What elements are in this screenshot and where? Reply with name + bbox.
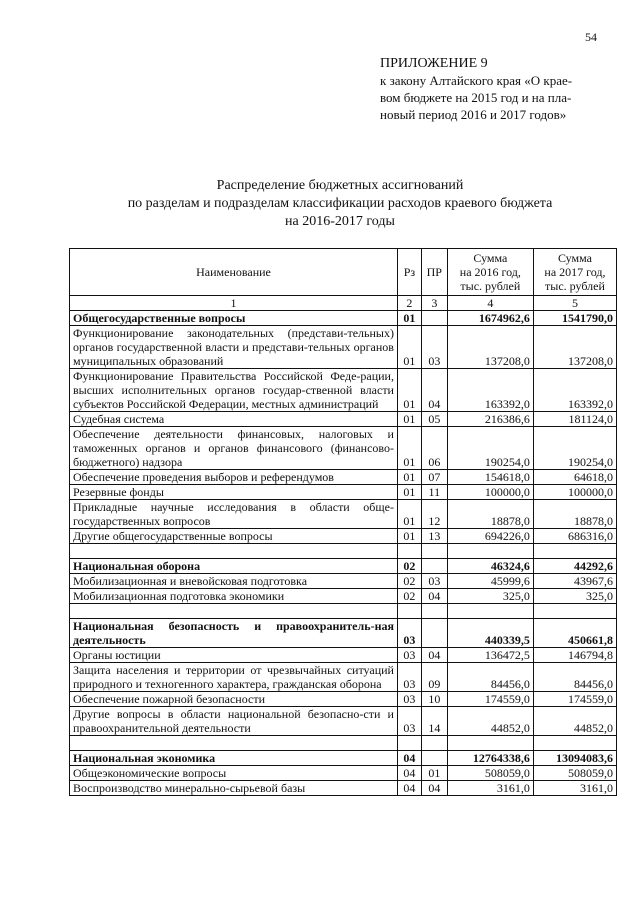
table-row [70, 781, 617, 796]
column-number: 1 [70, 296, 398, 311]
name-cell: Органы юстиции [70, 648, 398, 663]
rz-cell: 04 [397, 766, 421, 781]
appendix-line: вом бюджете на 2015 год и на пла- [380, 90, 572, 105]
name-cell: Функционирование законодательных (представи-тельных) органов государственной власти и представи-тельных органов муниципальных образований [70, 326, 398, 369]
rz-cell: 02 [397, 559, 421, 574]
pr-cell [421, 619, 447, 648]
rz-cell: 03 [397, 648, 421, 663]
empty-cell [447, 604, 533, 619]
table-row [70, 529, 617, 544]
rz-cell: 04 [397, 751, 421, 766]
header-sum-2016 [447, 249, 533, 296]
title-line: по разделам и подразделам классификации расходов краевого бюджета [127, 196, 553, 211]
section-row [70, 619, 617, 648]
name-cell: Функционирование Правительства Российской Феде-рации, высших исполнительных органов государ-ственной власти субъектов Российской Федерации, местных администраций [70, 369, 398, 412]
name-cell: Прикладные научные исследования в области обще-государственных вопросов [70, 500, 398, 529]
table-row [70, 485, 617, 500]
empty-cell [70, 544, 398, 559]
empty-cell [447, 736, 533, 751]
pr-cell: 11 [421, 485, 447, 500]
pr-cell: 03 [421, 326, 447, 369]
header-sum-2017-line: на 2017 год, [544, 265, 606, 279]
sum-2016-cell: 325,0 [447, 589, 533, 604]
sum-2017-cell: 450661,8 [533, 619, 616, 648]
name-cell: Воспроизводство минерально-сырьевой базы [70, 781, 398, 796]
rz-cell: 01 [397, 326, 421, 369]
table-row [70, 427, 617, 470]
pr-cell: 04 [421, 369, 447, 412]
empty-cell [533, 604, 616, 619]
sum-2017-cell: 181124,0 [533, 412, 616, 427]
pr-cell: 09 [421, 663, 447, 692]
sum-2017-cell: 100000,0 [533, 485, 616, 500]
rz-cell: 01 [397, 412, 421, 427]
sum-2016-cell: 694226,0 [447, 529, 533, 544]
sum-2016-cell: 12764338,6 [447, 751, 533, 766]
sum-2017-cell: 325,0 [533, 589, 616, 604]
column-number: 3 [421, 296, 447, 311]
sum-2017-cell: 190254,0 [533, 427, 616, 470]
empty-cell [421, 604, 447, 619]
rz-cell: 03 [397, 619, 421, 648]
pr-cell: 03 [421, 574, 447, 589]
table-spacer-row [70, 544, 617, 559]
section-row [70, 559, 617, 574]
table-row [70, 692, 617, 707]
name-cell: Мобилизационная и вневойсковая подготовка [70, 574, 398, 589]
header-sum-2017-line: Сумма [557, 251, 592, 265]
sum-2017-cell: 64618,0 [533, 470, 616, 485]
sum-2017-cell: 3161,0 [533, 781, 616, 796]
table-spacer-row [70, 604, 617, 619]
name-cell: Другие вопросы в области национальной безопасно-сти и правоохранительной деятельности [70, 707, 398, 736]
table-row [70, 412, 617, 427]
sum-2017-cell: 44852,0 [533, 707, 616, 736]
empty-cell [70, 736, 398, 751]
empty-cell [397, 604, 421, 619]
pr-cell: 04 [421, 589, 447, 604]
sum-2016-cell: 216386,6 [447, 412, 533, 427]
table-row [70, 326, 617, 369]
header-name: Наименование [70, 249, 398, 296]
empty-cell [447, 544, 533, 559]
rz-cell: 03 [397, 707, 421, 736]
sum-2016-cell: 46324,6 [447, 559, 533, 574]
sum-2016-cell: 44852,0 [447, 707, 533, 736]
pr-cell [421, 559, 447, 574]
sum-2017-cell: 84456,0 [533, 663, 616, 692]
rz-cell: 01 [397, 369, 421, 412]
rz-cell: 02 [397, 589, 421, 604]
sum-2016-cell: 136472,5 [447, 648, 533, 663]
pr-cell: 01 [421, 766, 447, 781]
empty-cell [70, 604, 398, 619]
table-row [70, 648, 617, 663]
table-body [70, 311, 617, 796]
name-cell: Обеспечение проведения выборов и референдумов [70, 470, 398, 485]
table-row [70, 766, 617, 781]
empty-cell [421, 736, 447, 751]
appendix-heading: ПРИЛОЖЕНИЕ 9 [380, 56, 488, 71]
sum-2016-cell: 18878,0 [447, 500, 533, 529]
table-row [70, 470, 617, 485]
rz-cell: 01 [397, 485, 421, 500]
table-row [70, 369, 617, 412]
name-cell: Мобилизационная подготовка экономики [70, 589, 398, 604]
pr-cell: 12 [421, 500, 447, 529]
pr-cell: 05 [421, 412, 447, 427]
table-header-row [70, 249, 617, 296]
name-cell: Обеспечение деятельности финансовых, налоговых и таможенных органов и органов финансового (финансово-бюджетного) надзора [70, 427, 398, 470]
sum-2017-cell: 13094083,6 [533, 751, 616, 766]
rz-cell: 01 [397, 529, 421, 544]
table-row [70, 500, 617, 529]
title-line: на 2016-2017 годы [285, 214, 395, 229]
name-cell: Общеэкономические вопросы [70, 766, 398, 781]
rz-cell: 01 [397, 500, 421, 529]
pr-cell: 13 [421, 529, 447, 544]
header-sum-2016-line: на 2016 год, [459, 265, 521, 279]
pr-cell [421, 311, 447, 326]
sum-2017-cell: 137208,0 [533, 326, 616, 369]
empty-cell [533, 544, 616, 559]
sum-2017-cell: 43967,6 [533, 574, 616, 589]
rz-cell: 04 [397, 781, 421, 796]
name-cell: Общегосударственные вопросы [70, 311, 398, 326]
pr-cell: 04 [421, 648, 447, 663]
header-rz: Рз [397, 249, 421, 296]
sum-2016-cell: 163392,0 [447, 369, 533, 412]
sum-2016-cell: 100000,0 [447, 485, 533, 500]
sum-2017-cell: 44292,6 [533, 559, 616, 574]
name-cell: Национальная оборона [70, 559, 398, 574]
section-row [70, 311, 617, 326]
sum-2016-cell: 84456,0 [447, 663, 533, 692]
title-line: Распределение бюджетных ассигнований [216, 178, 464, 193]
sum-2017-cell: 174559,0 [533, 692, 616, 707]
pr-cell [421, 751, 447, 766]
name-cell: Резервные фонды [70, 485, 398, 500]
column-number-row [70, 296, 617, 311]
sum-2016-cell: 1674962,6 [447, 311, 533, 326]
sum-2017-cell: 1541790,0 [533, 311, 616, 326]
sum-2016-cell: 45999,6 [447, 574, 533, 589]
rz-cell: 03 [397, 663, 421, 692]
table-row [70, 663, 617, 692]
name-cell: Судебная система [70, 412, 398, 427]
pr-cell: 04 [421, 781, 447, 796]
section-row [70, 751, 617, 766]
budget-table [69, 248, 617, 796]
sum-2016-cell: 440339,5 [447, 619, 533, 648]
empty-cell [533, 736, 616, 751]
appendix-line: к закону Алтайского края «О крае- [380, 73, 573, 88]
page-number: 54 [585, 30, 597, 44]
sum-2016-cell: 3161,0 [447, 781, 533, 796]
name-cell: Другие общегосударственные вопросы [70, 529, 398, 544]
name-cell: Национальная экономика [70, 751, 398, 766]
pr-cell: 07 [421, 470, 447, 485]
column-number: 4 [447, 296, 533, 311]
empty-cell [397, 736, 421, 751]
table-row [70, 589, 617, 604]
sum-2017-cell: 163392,0 [533, 369, 616, 412]
name-cell: Защита населения и территории от чрезвычайных ситуаций природного и техногенного характера, гражданская оборона [70, 663, 398, 692]
sum-2017-cell: 146794,8 [533, 648, 616, 663]
sum-2017-cell: 18878,0 [533, 500, 616, 529]
header-sum-2016-line: тыс. рублей [460, 279, 521, 293]
rz-cell: 01 [397, 427, 421, 470]
sum-2016-cell: 508059,0 [447, 766, 533, 781]
header-sum-2017 [533, 249, 616, 296]
header-pr: ПР [421, 249, 447, 296]
column-number: 5 [533, 296, 616, 311]
document-title [60, 177, 620, 231]
sum-2016-cell: 137208,0 [447, 326, 533, 369]
header-sum-2016-line: Сумма [473, 251, 508, 265]
name-cell: Национальная безопасность и правоохранитель-ная деятельность [70, 619, 398, 648]
table-row [70, 574, 617, 589]
sum-2016-cell: 190254,0 [447, 427, 533, 470]
sum-2017-cell: 508059,0 [533, 766, 616, 781]
pr-cell: 10 [421, 692, 447, 707]
rz-cell: 03 [397, 692, 421, 707]
empty-cell [421, 544, 447, 559]
appendix-block [380, 55, 620, 123]
empty-cell [397, 544, 421, 559]
header-sum-2017-line: тыс. рублей [545, 279, 605, 293]
pr-cell: 14 [421, 707, 447, 736]
sum-2016-cell: 174559,0 [447, 692, 533, 707]
rz-cell: 02 [397, 574, 421, 589]
sum-2017-cell: 686316,0 [533, 529, 616, 544]
column-number: 2 [397, 296, 421, 311]
sum-2016-cell: 154618,0 [447, 470, 533, 485]
appendix-line: новый период 2016 и 2017 годов» [380, 107, 567, 122]
rz-cell: 01 [397, 311, 421, 326]
rz-cell: 01 [397, 470, 421, 485]
pr-cell: 06 [421, 427, 447, 470]
name-cell: Обеспечение пожарной безопасности [70, 692, 398, 707]
table-row [70, 707, 617, 736]
table-spacer-row [70, 736, 617, 751]
